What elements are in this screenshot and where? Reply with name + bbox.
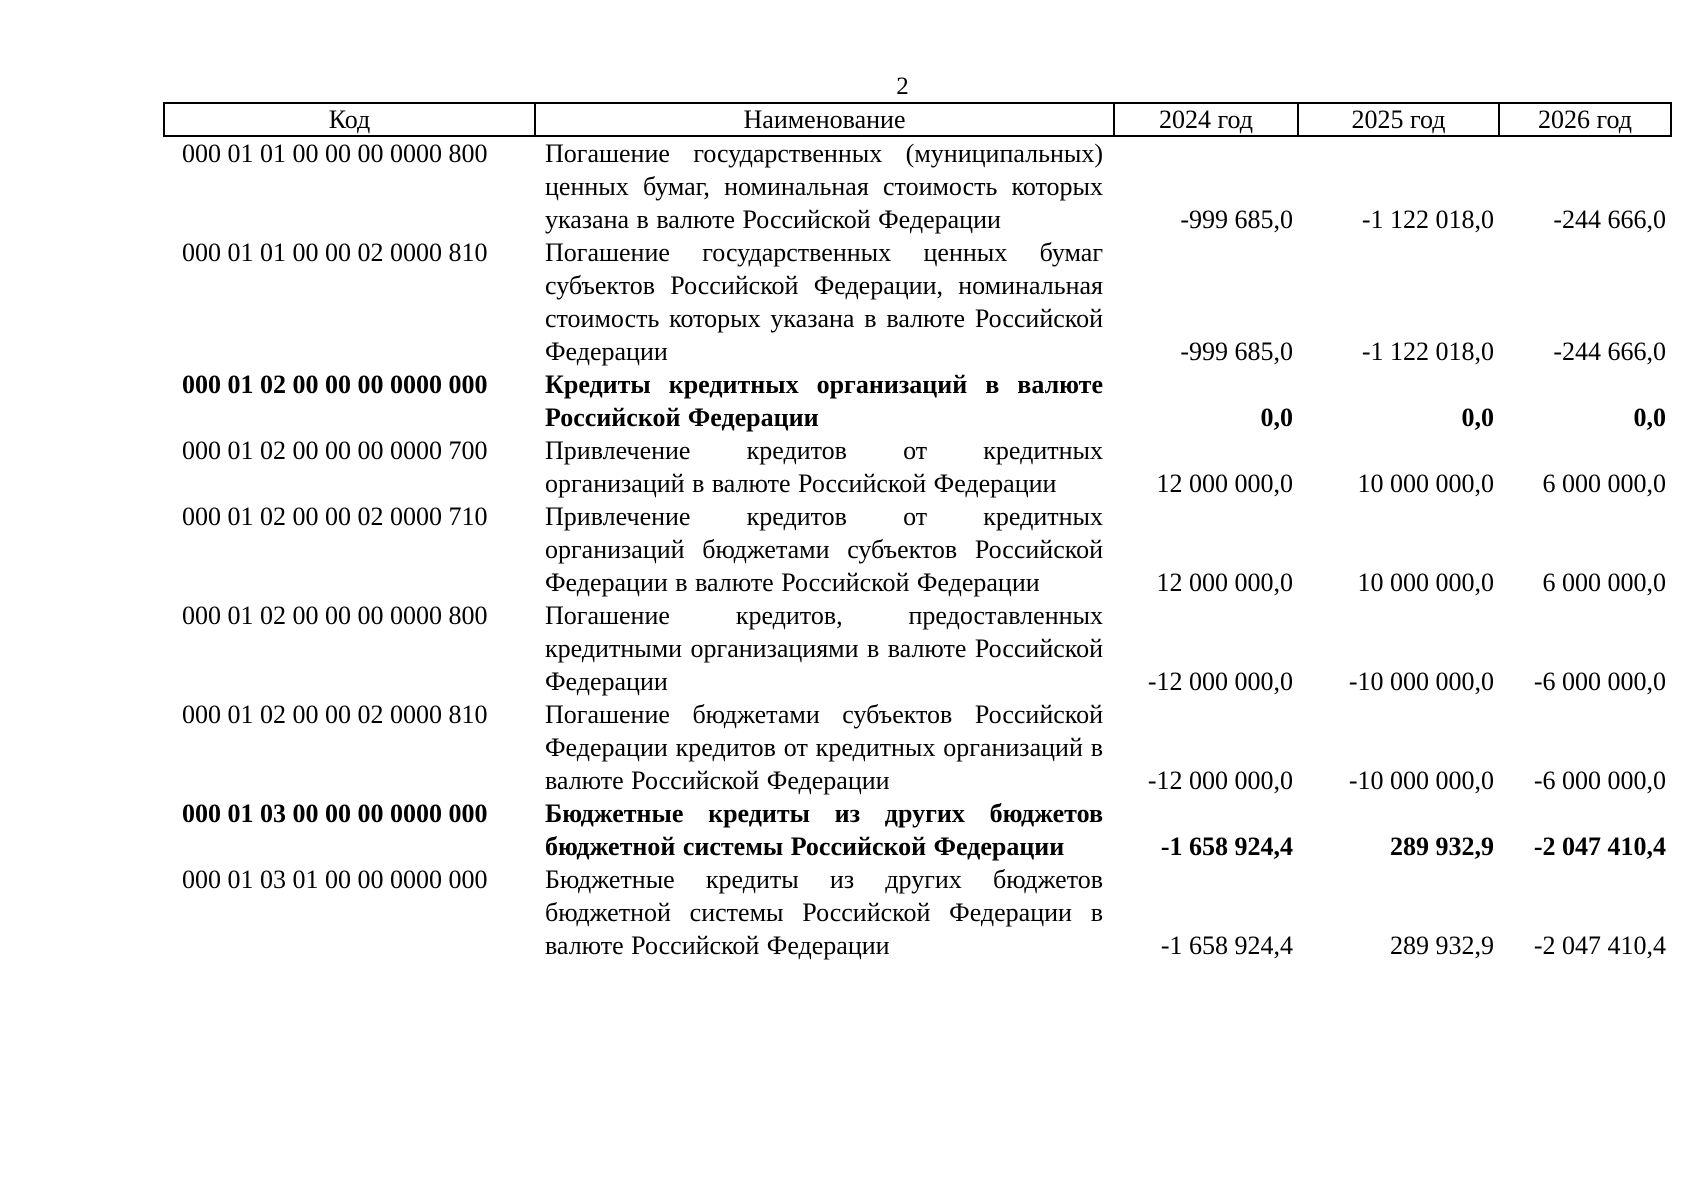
value-2024-cell: -1 658 924,4	[1160, 931, 1293, 960]
value-2025-cell: -10 000 000,0	[1348, 667, 1494, 696]
value-2026-cell: -244 666,0	[1553, 337, 1666, 366]
name-cell: Погашение государственных (муниципальных) ценных бумаг, номинальная стоимость которых указана в валюте Российской Федерации	[545, 139, 1103, 234]
budget-sources-table	[163, 102, 1672, 962]
value-2026-cell: 6 000 000,0	[1542, 469, 1666, 498]
value-2026-cell: -6 000 000,0	[1533, 766, 1666, 795]
value-2024-cell: -12 000 000,0	[1147, 766, 1293, 795]
value-2026-cell: -244 666,0	[1553, 205, 1666, 234]
name-cell: Бюджетные кредиты из других бюджетов бюджетной системы Российской Федерации	[545, 799, 1103, 861]
header-2026: 2026 год	[1499, 103, 1671, 136]
table-row	[164, 368, 1671, 434]
code-cell: 000 01 02 00 00 00 0000 700	[182, 436, 488, 465]
value-2024-cell: 0,0	[1260, 403, 1293, 432]
code-cell: 000 01 02 00 00 02 0000 810	[182, 700, 488, 729]
table-row	[164, 236, 1671, 368]
table-row	[164, 434, 1671, 500]
value-2025-cell: 10 000 000,0	[1357, 469, 1494, 498]
header-row	[164, 103, 1671, 136]
name-cell: Погашение бюджетами субъектов Российской Федерации кредитов от кредитных организаций в валюте Российской Федерации	[545, 700, 1103, 795]
name-cell: Погашение государственных ценных бумаг субъектов Российской Федерации, номинальная стоимость которых указана в валюте Российской Федерации	[545, 238, 1103, 366]
value-2026-cell: 0,0	[1633, 403, 1666, 432]
code-cell: 000 01 03 00 00 00 0000 000	[182, 799, 488, 828]
value-2025-cell: 10 000 000,0	[1357, 568, 1494, 597]
value-2024-cell: -999 685,0	[1180, 205, 1293, 234]
value-2025-cell: 289 932,9	[1390, 931, 1494, 960]
value-2024-cell: -1 658 924,4	[1160, 832, 1293, 861]
table-row	[164, 698, 1671, 797]
name-cell: Привлечение кредитов от кредитных организаций в валюте Российской Федерации	[545, 436, 1103, 498]
value-2024-cell: 12 000 000,0	[1156, 469, 1293, 498]
value-2026-cell: -2 047 410,4	[1533, 832, 1666, 861]
header-2024: 2024 год	[1114, 103, 1298, 136]
table-row	[164, 863, 1671, 962]
name-cell: Кредиты кредитных организаций в валюте Российской Федерации	[545, 370, 1103, 432]
code-cell: 000 01 03 01 00 00 0000 000	[182, 865, 488, 894]
table-row	[164, 500, 1671, 599]
value-2024-cell: -999 685,0	[1180, 337, 1293, 366]
code-cell: 000 01 01 00 00 00 0000 800	[182, 139, 488, 168]
value-2026-cell: -2 047 410,4	[1533, 931, 1666, 960]
code-cell: 000 01 01 00 00 02 0000 810	[182, 238, 488, 267]
value-2025-cell: -1 122 018,0	[1361, 205, 1494, 234]
table-row	[164, 797, 1671, 863]
table-row	[164, 136, 1671, 236]
table-row	[164, 599, 1671, 698]
value-2024-cell: -12 000 000,0	[1147, 667, 1293, 696]
name-cell: Бюджетные кредиты из других бюджетов бюджетной системы Российской Федерации в валюте Российской Федерации	[545, 865, 1103, 960]
table-header	[164, 103, 1671, 136]
table-body	[164, 136, 1671, 962]
code-cell: 000 01 02 00 00 00 0000 800	[182, 601, 488, 630]
value-2024-cell: 12 000 000,0	[1156, 568, 1293, 597]
value-2025-cell: -1 122 018,0	[1361, 337, 1494, 366]
header-code: Код	[164, 103, 535, 136]
value-2026-cell: -6 000 000,0	[1533, 667, 1666, 696]
code-cell: 000 01 02 00 00 02 0000 710	[182, 502, 488, 531]
value-2025-cell: 0,0	[1461, 403, 1494, 432]
header-name: Наименование	[535, 103, 1114, 136]
value-2025-cell: -10 000 000,0	[1348, 766, 1494, 795]
value-2025-cell: 289 932,9	[1390, 832, 1494, 861]
header-2025: 2025 год	[1298, 103, 1499, 136]
name-cell: Погашение кредитов, предоставленных кредитными организациями в валюте Российской Федерации	[545, 601, 1103, 696]
name-cell: Привлечение кредитов от кредитных организаций бюджетами субъектов Российской Федерации в валюте Российской Федерации	[545, 502, 1103, 597]
value-2026-cell: 6 000 000,0	[1542, 568, 1666, 597]
code-cell: 000 01 02 00 00 00 0000 000	[182, 370, 488, 399]
page-number: 2	[896, 73, 909, 100]
